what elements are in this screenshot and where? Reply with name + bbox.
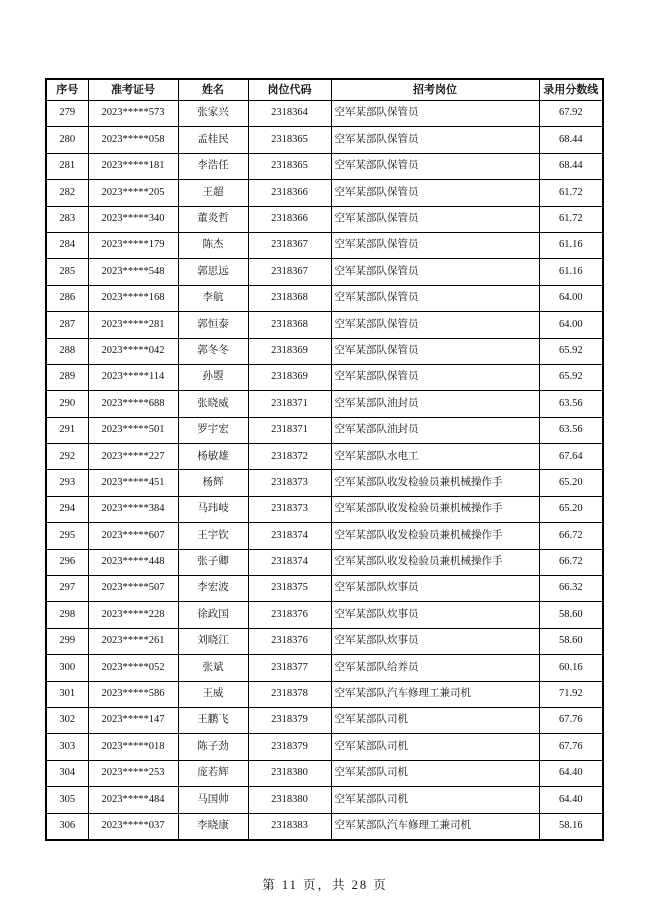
position-code-cell: 2318380 [248, 760, 331, 786]
name-cell: 王超 [178, 180, 248, 206]
position-cell: 空军某部队给养员 [331, 655, 539, 681]
position-cell: 空军某部队保管员 [331, 127, 539, 153]
position-code-cell: 2318378 [248, 681, 331, 707]
score-cell: 64.40 [539, 787, 603, 813]
position-code-cell: 2318366 [248, 206, 331, 232]
position-cell: 空军某部队保管员 [331, 312, 539, 338]
table-row [46, 813, 603, 840]
score-table [45, 78, 604, 841]
table-row [46, 206, 603, 232]
position-code-cell: 2318377 [248, 655, 331, 681]
serial-cell: 285 [46, 259, 88, 285]
score-cell: 64.40 [539, 760, 603, 786]
exam-id-cell: 2023*****281 [88, 312, 178, 338]
name-cell: 刘晓江 [178, 628, 248, 654]
name-cell: 陈杰 [178, 232, 248, 258]
serial-cell: 295 [46, 523, 88, 549]
serial-cell: 296 [46, 549, 88, 575]
position-code-cell: 2318369 [248, 364, 331, 390]
position-cell: 空军某部队保管员 [331, 364, 539, 390]
position-cell: 空军某部队收发检验员兼机械操作手 [331, 549, 539, 575]
table-row [46, 655, 603, 681]
table-row [46, 734, 603, 760]
score-cell: 66.32 [539, 576, 603, 602]
name-cell: 李晓康 [178, 813, 248, 840]
name-cell: 李宏波 [178, 576, 248, 602]
exam-id-cell: 2023*****181 [88, 153, 178, 179]
exam-id-cell: 2023*****507 [88, 576, 178, 602]
position-code-cell: 2318372 [248, 444, 331, 470]
position-cell: 空军某部队保管员 [331, 180, 539, 206]
table-row [46, 180, 603, 206]
position-cell: 空军某部队保管员 [331, 285, 539, 311]
serial-cell: 281 [46, 153, 88, 179]
serial-cell: 299 [46, 628, 88, 654]
name-cell: 董炎哲 [178, 206, 248, 232]
name-cell: 马国帅 [178, 787, 248, 813]
table-body [46, 101, 603, 840]
name-cell: 王鹏飞 [178, 707, 248, 733]
table-row [46, 417, 603, 443]
exam-id-cell: 2023*****114 [88, 364, 178, 390]
score-cell: 61.72 [539, 180, 603, 206]
exam-id-cell: 2023*****179 [88, 232, 178, 258]
name-cell: 陈子劲 [178, 734, 248, 760]
exam-id-cell: 2023*****227 [88, 444, 178, 470]
position-code-cell: 2318364 [248, 101, 331, 127]
position-code-cell: 2318376 [248, 602, 331, 628]
name-cell: 庞若辉 [178, 760, 248, 786]
exam-id-cell: 2023*****384 [88, 496, 178, 522]
name-cell: 孙曌 [178, 364, 248, 390]
score-cell: 61.16 [539, 232, 603, 258]
serial-cell: 288 [46, 338, 88, 364]
table-row [46, 444, 603, 470]
table-row [46, 707, 603, 733]
exam-id-cell: 2023*****018 [88, 734, 178, 760]
position-code-cell: 2318367 [248, 232, 331, 258]
header-position: 招考岗位 [331, 79, 539, 101]
name-cell: 徐政国 [178, 602, 248, 628]
exam-id-cell: 2023*****607 [88, 523, 178, 549]
name-cell: 李航 [178, 285, 248, 311]
position-code-cell: 2318367 [248, 259, 331, 285]
position-cell: 空军某部队收发检验员兼机械操作手 [331, 470, 539, 496]
exam-id-cell: 2023*****058 [88, 127, 178, 153]
name-cell: 张斌 [178, 655, 248, 681]
position-cell: 空军某部队油封员 [331, 391, 539, 417]
table-row [46, 628, 603, 654]
exam-id-cell: 2023*****261 [88, 628, 178, 654]
position-cell: 空军某部队炊事员 [331, 602, 539, 628]
score-cell: 67.64 [539, 444, 603, 470]
serial-cell: 292 [46, 444, 88, 470]
position-code-cell: 2318380 [248, 787, 331, 813]
score-cell: 66.72 [539, 523, 603, 549]
serial-cell: 280 [46, 127, 88, 153]
table-row [46, 127, 603, 153]
table-row [46, 760, 603, 786]
name-cell: 张晓威 [178, 391, 248, 417]
position-cell: 空军某部队保管员 [331, 101, 539, 127]
exam-id-cell: 2023*****205 [88, 180, 178, 206]
exam-id-cell: 2023*****042 [88, 338, 178, 364]
serial-cell: 279 [46, 101, 88, 127]
score-cell: 58.60 [539, 602, 603, 628]
position-code-cell: 2318373 [248, 496, 331, 522]
position-code-cell: 2318371 [248, 391, 331, 417]
score-cell: 65.20 [539, 496, 603, 522]
serial-cell: 293 [46, 470, 88, 496]
exam-id-cell: 2023*****052 [88, 655, 178, 681]
position-cell: 空军某部队汽车修理工兼司机 [331, 681, 539, 707]
score-cell: 64.00 [539, 312, 603, 338]
position-cell: 空军某部队油封员 [331, 417, 539, 443]
position-cell: 空军某部队保管员 [331, 206, 539, 232]
serial-cell: 284 [46, 232, 88, 258]
serial-cell: 294 [46, 496, 88, 522]
name-cell: 王宇钦 [178, 523, 248, 549]
position-cell: 空军某部队炊事员 [331, 576, 539, 602]
exam-id-cell: 2023*****037 [88, 813, 178, 840]
table-row [46, 338, 603, 364]
serial-cell: 301 [46, 681, 88, 707]
name-cell: 张子卿 [178, 549, 248, 575]
position-cell: 空军某部队保管员 [331, 338, 539, 364]
table-row [46, 602, 603, 628]
score-cell: 65.92 [539, 364, 603, 390]
serial-cell: 305 [46, 787, 88, 813]
serial-cell: 302 [46, 707, 88, 733]
name-cell: 张家兴 [178, 101, 248, 127]
serial-cell: 303 [46, 734, 88, 760]
score-cell: 63.56 [539, 391, 603, 417]
position-code-cell: 2318375 [248, 576, 331, 602]
exam-id-cell: 2023*****501 [88, 417, 178, 443]
serial-cell: 298 [46, 602, 88, 628]
position-cell: 空军某部队炊事员 [331, 628, 539, 654]
name-cell: 马玮岐 [178, 496, 248, 522]
serial-cell: 297 [46, 576, 88, 602]
serial-cell: 304 [46, 760, 88, 786]
table-row [46, 523, 603, 549]
position-code-cell: 2318366 [248, 180, 331, 206]
exam-id-cell: 2023*****688 [88, 391, 178, 417]
table-row [46, 391, 603, 417]
position-cell: 空军某部队司机 [331, 760, 539, 786]
exam-id-cell: 2023*****573 [88, 101, 178, 127]
position-code-cell: 2318365 [248, 127, 331, 153]
header-score-line: 录用分数线 [539, 79, 603, 101]
serial-cell: 306 [46, 813, 88, 840]
position-cell: 空军某部队司机 [331, 734, 539, 760]
position-code-cell: 2318373 [248, 470, 331, 496]
score-cell: 64.00 [539, 285, 603, 311]
name-cell: 孟桂民 [178, 127, 248, 153]
score-cell: 67.92 [539, 101, 603, 127]
table-row [46, 496, 603, 522]
serial-cell: 290 [46, 391, 88, 417]
table-row [46, 312, 603, 338]
score-cell: 68.44 [539, 153, 603, 179]
score-cell: 65.92 [539, 338, 603, 364]
position-code-cell: 2318371 [248, 417, 331, 443]
serial-cell: 283 [46, 206, 88, 232]
header-row [46, 79, 603, 101]
name-cell: 郭恒泰 [178, 312, 248, 338]
score-cell: 58.60 [539, 628, 603, 654]
score-cell: 61.72 [539, 206, 603, 232]
exam-id-cell: 2023*****451 [88, 470, 178, 496]
serial-cell: 291 [46, 417, 88, 443]
score-cell: 60.16 [539, 655, 603, 681]
exam-id-cell: 2023*****168 [88, 285, 178, 311]
position-cell: 空军某部队保管员 [331, 259, 539, 285]
exam-id-cell: 2023*****228 [88, 602, 178, 628]
header-name: 姓名 [178, 79, 248, 101]
position-code-cell: 2318379 [248, 707, 331, 733]
serial-cell: 282 [46, 180, 88, 206]
exam-id-cell: 2023*****484 [88, 787, 178, 813]
position-code-cell: 2318368 [248, 285, 331, 311]
serial-cell: 289 [46, 364, 88, 390]
header-serial: 序号 [46, 79, 88, 101]
page-footer: 第 11 页，共 28 页 [262, 878, 388, 892]
score-cell: 68.44 [539, 127, 603, 153]
score-cell: 67.76 [539, 734, 603, 760]
name-cell: 郭冬冬 [178, 338, 248, 364]
position-code-cell: 2318383 [248, 813, 331, 840]
position-code-cell: 2318369 [248, 338, 331, 364]
table-row [46, 101, 603, 127]
score-cell: 61.16 [539, 259, 603, 285]
table-row [46, 364, 603, 390]
table-row [46, 681, 603, 707]
position-cell: 空军某部队水电工 [331, 444, 539, 470]
position-code-cell: 2318374 [248, 523, 331, 549]
position-code-cell: 2318368 [248, 312, 331, 338]
header-exam-id: 准考证号 [88, 79, 178, 101]
position-cell: 空军某部队汽车修理工兼司机 [331, 813, 539, 840]
name-cell: 罗宇宏 [178, 417, 248, 443]
exam-id-cell: 2023*****448 [88, 549, 178, 575]
serial-cell: 300 [46, 655, 88, 681]
table-row [46, 576, 603, 602]
table-row [46, 470, 603, 496]
position-cell: 空军某部队司机 [331, 707, 539, 733]
position-code-cell: 2318365 [248, 153, 331, 179]
position-cell: 空军某部队收发检验员兼机械操作手 [331, 523, 539, 549]
position-code-cell: 2318379 [248, 734, 331, 760]
position-cell: 空军某部队保管员 [331, 232, 539, 258]
name-cell: 郭思远 [178, 259, 248, 285]
serial-cell: 286 [46, 285, 88, 311]
exam-id-cell: 2023*****340 [88, 206, 178, 232]
table-row [46, 153, 603, 179]
position-cell: 空军某部队收发检验员兼机械操作手 [331, 496, 539, 522]
score-cell: 58.16 [539, 813, 603, 840]
table-row [46, 259, 603, 285]
position-cell: 空军某部队保管员 [331, 153, 539, 179]
header-position-code: 岗位代码 [248, 79, 331, 101]
score-cell: 67.76 [539, 707, 603, 733]
exam-id-cell: 2023*****147 [88, 707, 178, 733]
table-row [46, 549, 603, 575]
name-cell: 杨敏雄 [178, 444, 248, 470]
name-cell: 李浩任 [178, 153, 248, 179]
position-code-cell: 2318376 [248, 628, 331, 654]
table-row [46, 232, 603, 258]
score-cell: 65.20 [539, 470, 603, 496]
score-cell: 63.56 [539, 417, 603, 443]
exam-id-cell: 2023*****253 [88, 760, 178, 786]
score-cell: 66.72 [539, 549, 603, 575]
position-code-cell: 2318374 [248, 549, 331, 575]
table-header [46, 79, 603, 101]
name-cell: 王威 [178, 681, 248, 707]
table-row [46, 285, 603, 311]
position-cell: 空军某部队司机 [331, 787, 539, 813]
table-row [46, 787, 603, 813]
exam-id-cell: 2023*****586 [88, 681, 178, 707]
name-cell: 杨辉 [178, 470, 248, 496]
serial-cell: 287 [46, 312, 88, 338]
score-cell: 71.92 [539, 681, 603, 707]
exam-id-cell: 2023*****548 [88, 259, 178, 285]
